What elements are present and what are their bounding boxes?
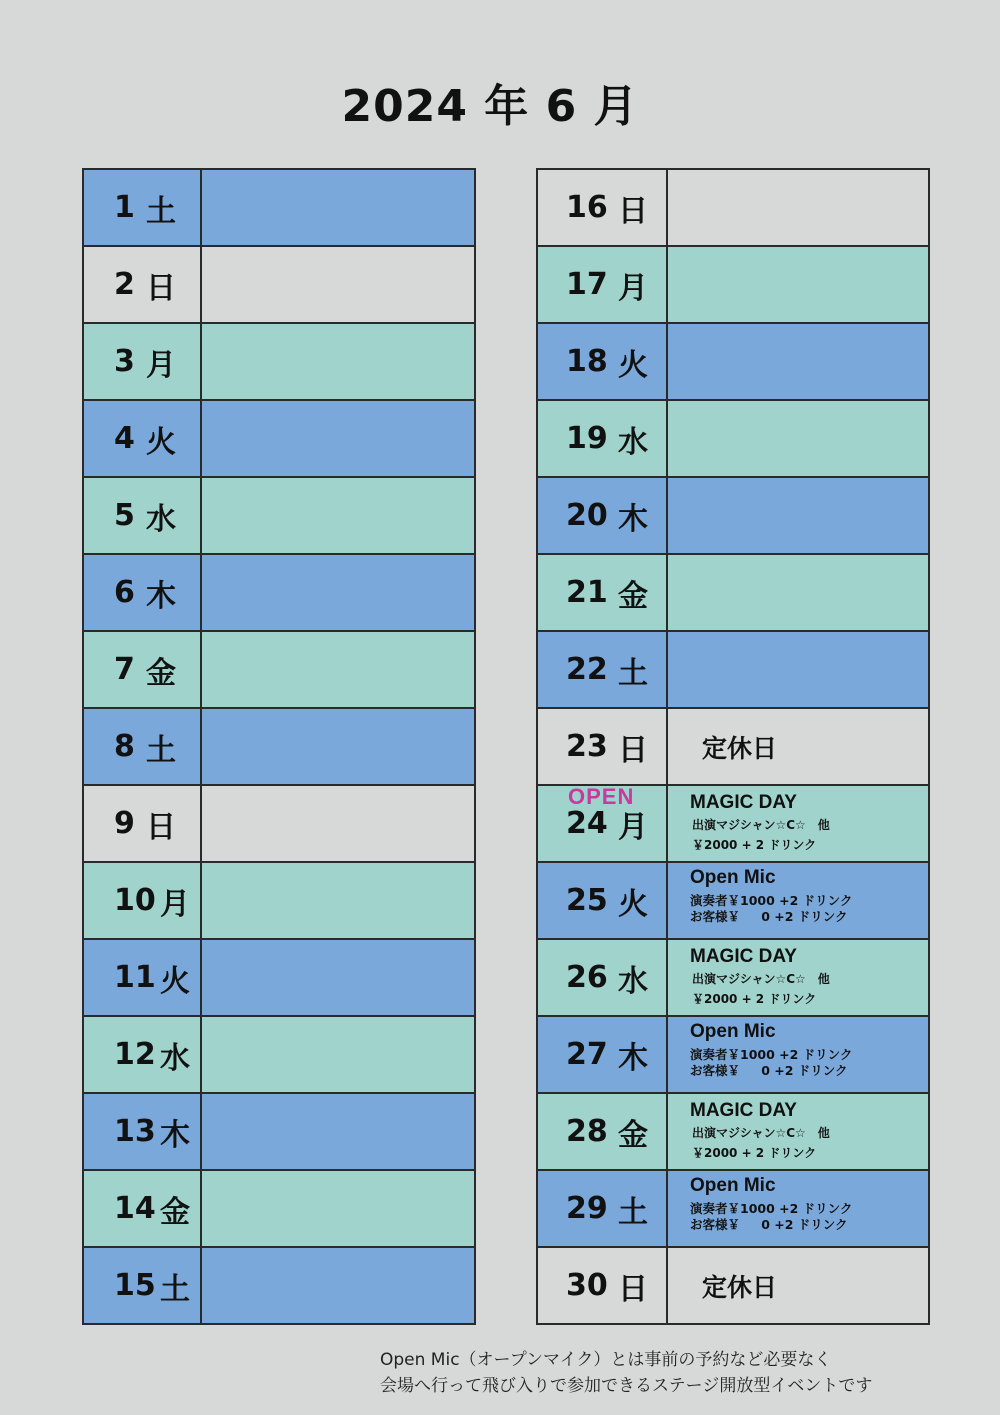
date-cell — [538, 632, 668, 707]
day-number: 7 — [114, 652, 135, 687]
calendar-row — [538, 399, 928, 476]
day-of-week: 土 — [618, 1194, 648, 1230]
calendar-row — [538, 1169, 928, 1246]
closed-label: 定休日 — [702, 1273, 778, 1302]
day-number: 26 — [566, 960, 608, 995]
schedule-cell — [668, 1248, 928, 1323]
event-detail-line: 出演マジシャン☆C☆ 他 — [692, 972, 830, 986]
calendar-row — [84, 476, 474, 553]
schedule-cell — [668, 1017, 928, 1092]
day-of-week: 金 — [618, 1117, 648, 1153]
event-title: MAGIC DAY — [690, 1100, 797, 1121]
open-badge: OPEN — [568, 784, 635, 809]
schedule-cell — [668, 247, 928, 322]
schedule-cell — [202, 1094, 474, 1169]
schedule-cell — [668, 709, 928, 784]
schedule-cell — [202, 709, 474, 784]
day-of-week: 水 — [618, 424, 648, 460]
calendar-row — [84, 553, 474, 630]
calendar-row — [538, 1015, 928, 1092]
schedule-cell — [668, 555, 928, 630]
event-title: Open Mic — [690, 867, 776, 888]
day-number: 17 — [566, 267, 608, 302]
day-of-week: 木 — [146, 578, 176, 614]
date-cell — [84, 401, 202, 476]
day-number: 1 — [114, 190, 135, 225]
day-number: 19 — [566, 421, 608, 456]
day-number: 14 — [114, 1191, 156, 1226]
schedule-cell — [668, 863, 928, 938]
day-of-week: 火 — [618, 886, 648, 922]
date-cell — [538, 940, 668, 1015]
day-of-week: 火 — [146, 424, 176, 460]
day-of-week: 土 — [160, 1271, 190, 1307]
date-cell — [538, 1171, 668, 1246]
date-cell — [538, 709, 668, 784]
calendar-row — [538, 245, 928, 322]
schedule-cell — [668, 786, 928, 861]
day-number: 2 — [114, 267, 135, 302]
day-number: 11 — [114, 960, 156, 995]
event-title: Open Mic — [690, 1021, 776, 1042]
schedule-cell — [202, 1017, 474, 1092]
day-number: 10 — [114, 883, 156, 918]
day-of-week: 月 — [160, 886, 190, 922]
schedule-cell — [202, 1248, 474, 1323]
schedule-cell — [668, 401, 928, 476]
event-price-line: ￥2000 + 2 ドリンク — [692, 838, 817, 852]
calendar-row — [84, 784, 474, 861]
date-cell — [84, 1017, 202, 1092]
calendar-row — [538, 861, 928, 938]
day-of-week: 金 — [618, 578, 648, 614]
footer-line-1: Open Mic（オープンマイク）とは事前の予約など必要なく — [380, 1350, 832, 1370]
day-of-week: 土 — [618, 655, 648, 691]
date-cell — [84, 940, 202, 1015]
schedule-cell — [202, 555, 474, 630]
day-number: 8 — [114, 729, 135, 764]
date-cell — [84, 247, 202, 322]
day-number: 13 — [114, 1114, 156, 1149]
calendar-right-column — [536, 168, 930, 1325]
day-number: 25 — [566, 883, 608, 918]
day-number: 4 — [114, 421, 135, 456]
calendar-left-column — [82, 168, 476, 1325]
date-cell — [538, 1248, 668, 1323]
calendar-row — [84, 399, 474, 476]
event-detail-line: 演奏者￥1000 +2 ドリンク — [690, 1201, 853, 1216]
day-of-week: 月 — [618, 809, 648, 845]
date-cell — [538, 401, 668, 476]
date-cell — [84, 632, 202, 707]
calendar-row — [538, 1246, 928, 1323]
date-cell — [538, 324, 668, 399]
event-detail-line: 出演マジシャン☆C☆ 他 — [692, 1126, 830, 1140]
event-price-line: ￥2000 + 2 ドリンク — [692, 992, 817, 1006]
day-number: 3 — [114, 344, 135, 379]
date-cell — [538, 478, 668, 553]
day-of-week: 月 — [146, 347, 176, 383]
calendar-row — [538, 938, 928, 1015]
day-of-week: 金 — [146, 655, 176, 691]
day-number: 30 — [566, 1268, 608, 1303]
date-cell — [84, 1171, 202, 1246]
date-cell — [84, 1248, 202, 1323]
schedule-cell — [668, 1171, 928, 1246]
day-of-week: 金 — [160, 1194, 190, 1230]
calendar-row — [538, 784, 928, 861]
day-number: 9 — [114, 806, 135, 841]
day-number: 15 — [114, 1268, 156, 1303]
event-price-line: ￥2000 + 2 ドリンク — [692, 1146, 817, 1160]
schedule-cell — [668, 324, 928, 399]
date-cell — [84, 709, 202, 784]
day-of-week: 木 — [618, 501, 648, 537]
day-number: 23 — [566, 729, 608, 764]
day-of-week: 火 — [618, 347, 648, 383]
schedule-cell — [202, 863, 474, 938]
calendar-row — [538, 707, 928, 784]
event-title: MAGIC DAY — [690, 792, 797, 813]
day-number: 6 — [114, 575, 135, 610]
day-of-week: 土 — [146, 732, 176, 768]
day-of-week: 木 — [160, 1117, 190, 1153]
day-number: 21 — [566, 575, 608, 610]
event-detail-line: 演奏者￥1000 +2 ドリンク — [690, 1047, 853, 1062]
calendar-row — [84, 938, 474, 1015]
calendar-row — [84, 707, 474, 784]
calendar-row — [84, 1169, 474, 1246]
day-number: 5 — [114, 498, 135, 533]
day-number: 24 — [566, 806, 608, 841]
schedule-cell — [202, 324, 474, 399]
schedule-cell — [202, 1171, 474, 1246]
calendar-row — [538, 476, 928, 553]
schedule-cell — [202, 632, 474, 707]
date-cell — [84, 786, 202, 861]
day-of-week: 月 — [618, 270, 648, 306]
day-number: 29 — [566, 1191, 608, 1226]
day-of-week: 火 — [160, 963, 190, 999]
date-cell — [84, 170, 202, 245]
day-of-week: 木 — [618, 1040, 648, 1076]
event-detail-line: 出演マジシャン☆C☆ 他 — [692, 818, 830, 832]
page-title: 2024 年 6 月 — [341, 81, 639, 132]
calendar-row — [84, 1246, 474, 1323]
calendar-row — [84, 861, 474, 938]
calendar-row — [538, 1092, 928, 1169]
closed-label: 定休日 — [702, 734, 778, 763]
date-cell — [84, 1094, 202, 1169]
schedule-cell — [202, 478, 474, 553]
event-title: Open Mic — [690, 1175, 776, 1196]
calendar-row — [84, 1015, 474, 1092]
day-of-week: 日 — [146, 270, 176, 306]
schedule-cell — [202, 247, 474, 322]
date-cell — [538, 863, 668, 938]
schedule-cell — [202, 786, 474, 861]
date-cell — [538, 247, 668, 322]
day-of-week: 土 — [146, 193, 176, 229]
day-number: 20 — [566, 498, 608, 533]
day-number: 22 — [566, 652, 608, 687]
date-cell — [84, 478, 202, 553]
event-price-line: お客様￥ 0 +2 ドリンク — [690, 1063, 848, 1078]
schedule-cell — [668, 940, 928, 1015]
calendar-row — [538, 322, 928, 399]
calendar-row — [84, 322, 474, 399]
day-number: 18 — [566, 344, 608, 379]
schedule-cell — [668, 170, 928, 245]
day-number: 28 — [566, 1114, 608, 1149]
date-cell — [84, 555, 202, 630]
day-of-week: 日 — [618, 193, 648, 229]
calendar-row — [84, 170, 474, 245]
schedule-cell — [202, 401, 474, 476]
day-number: 27 — [566, 1037, 608, 1072]
calendar-row — [84, 630, 474, 707]
event-price-line: お客様￥ 0 +2 ドリンク — [690, 909, 848, 924]
date-cell — [84, 863, 202, 938]
day-number: 16 — [566, 190, 608, 225]
schedule-cell — [668, 478, 928, 553]
date-cell — [538, 1017, 668, 1092]
date-cell — [538, 555, 668, 630]
footer-line-2: 会場へ行って飛び入りで参加できるステージ開放型イベントです — [380, 1376, 873, 1396]
event-price-line: お客様￥ 0 +2 ドリンク — [690, 1217, 848, 1232]
calendar-row — [84, 1092, 474, 1169]
day-of-week: 日 — [146, 809, 176, 845]
schedule-cell — [202, 940, 474, 1015]
event-title: MAGIC DAY — [690, 946, 797, 967]
schedule-cell — [202, 170, 474, 245]
event-detail-line: 演奏者￥1000 +2 ドリンク — [690, 893, 853, 908]
date-cell — [538, 1094, 668, 1169]
schedule-cell — [668, 1094, 928, 1169]
day-of-week: 水 — [618, 963, 648, 999]
calendar-row — [538, 170, 928, 245]
day-number: 12 — [114, 1037, 156, 1072]
footer-note — [380, 1347, 872, 1399]
day-of-week: 水 — [146, 501, 176, 537]
calendar-row — [84, 245, 474, 322]
calendar-row — [538, 630, 928, 707]
date-cell — [538, 170, 668, 245]
date-cell — [84, 324, 202, 399]
calendar-row — [538, 553, 928, 630]
day-of-week: 水 — [160, 1040, 190, 1076]
day-of-week: 日 — [618, 732, 648, 768]
date-cell — [538, 786, 668, 861]
schedule-cell — [668, 632, 928, 707]
day-of-week: 日 — [618, 1271, 648, 1307]
